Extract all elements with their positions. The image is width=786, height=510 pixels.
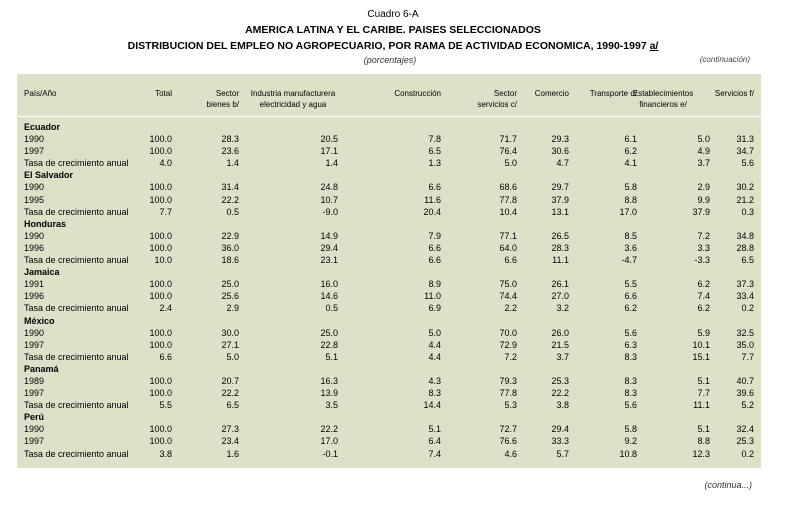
table-cell: 5.1 [697, 424, 710, 435]
table-cell: 37.3 [736, 279, 754, 290]
table-row [17, 327, 761, 339]
table-cell: 6.2 [624, 146, 637, 157]
column-header-line1: Servicios f/ [714, 89, 754, 98]
country-group-row [17, 266, 761, 278]
table-cell: 10.1 [692, 339, 710, 350]
table-row [17, 339, 761, 351]
row-label: 1997 [24, 146, 45, 157]
table-cell: 75.0 [499, 279, 517, 290]
table-row [17, 194, 761, 206]
table-cell: 23.1 [320, 255, 338, 266]
table-cell: 100.0 [149, 134, 172, 145]
table-cell: 5.0 [697, 134, 710, 145]
table-cell: 17.1 [320, 146, 338, 157]
table-cell: 18.6 [221, 255, 239, 266]
table-cell: 8.3 [624, 375, 637, 386]
table-row [17, 254, 761, 266]
country-name: Perú [24, 412, 45, 423]
table-cell: 15.1 [692, 351, 710, 362]
continuation-bottom: (continua...) [704, 480, 752, 490]
table-cell: 29.7 [551, 182, 569, 193]
table-cell: 77.8 [499, 194, 517, 205]
table-cell: 1.6 [226, 448, 239, 459]
table-cell: 27.3 [221, 424, 239, 435]
table-cell: 0.5 [325, 303, 338, 314]
table-row [17, 157, 761, 169]
table-cell: 9.2 [624, 436, 637, 447]
table-cell: 23.4 [221, 436, 239, 447]
table-cell: 34.8 [736, 230, 754, 241]
table-title-line1: AMERICA LATINA Y EL CARIBE. PAISES SELECCIONADOS [245, 24, 541, 36]
table-cell: 29.4 [320, 242, 338, 253]
units-label: (porcentajes) [363, 55, 417, 65]
table-row [17, 448, 761, 460]
column-header-line1: Sector [215, 89, 239, 98]
row-label: 1989 [24, 375, 45, 386]
column-header-line1: Establecimientos [632, 89, 694, 98]
table-row [17, 133, 761, 145]
table-cell: 100.0 [149, 388, 172, 399]
table-cell: 5.8 [624, 182, 637, 193]
column-header [24, 88, 56, 110]
row-label: Tasa de crecimiento anual [24, 206, 129, 217]
table-cell: 32.5 [736, 327, 754, 338]
table-cell: 11.1 [552, 255, 569, 266]
table-cell: 10.0 [154, 255, 172, 266]
table-cell: 37.9 [551, 194, 569, 205]
row-label: 1996 [24, 242, 45, 253]
table-number: Cuadro 6-A [367, 9, 419, 20]
table-cell: 30.6 [551, 146, 569, 157]
table-cell: 36.0 [221, 242, 239, 253]
row-label: Tasa de crecimiento anual [24, 158, 129, 169]
table-cell: 34.7 [736, 146, 754, 157]
table-cell: 30.2 [736, 182, 754, 193]
table-cell: 6.1 [624, 134, 637, 145]
table-cell: 26.1 [551, 279, 569, 290]
table-row [17, 387, 761, 399]
country-name: El Salvador [24, 170, 74, 181]
table-cell: 11.1 [693, 400, 710, 411]
column-header [477, 88, 517, 110]
table-cell: 3.8 [159, 448, 172, 459]
column-header-line2 [535, 99, 569, 110]
table-cell: 10.7 [320, 194, 338, 205]
table-cell: 5.0 [428, 327, 441, 338]
row-label: 1990 [24, 230, 45, 241]
column-header-line2: electricidad y agua [259, 100, 327, 109]
table-cell: 70.0 [499, 327, 517, 338]
table-row [17, 435, 761, 447]
table-cell: 6.6 [428, 182, 441, 193]
column-header-line1: Industria manufacturera [250, 89, 336, 98]
table-cell: 6.5 [428, 146, 441, 157]
table-row [17, 230, 761, 242]
table-cell: 7.7 [697, 388, 710, 399]
table-cell: 27.1 [221, 339, 239, 350]
table-cell: 71.7 [499, 134, 517, 145]
column-header [715, 88, 754, 110]
table-cell: 76.6 [499, 436, 517, 447]
table-cell: 100.0 [149, 182, 172, 193]
table-cell: 9.9 [697, 194, 710, 205]
column-header-line2 [394, 99, 441, 110]
table-row [17, 351, 761, 363]
table-cell: 6.3 [624, 339, 637, 350]
table-cell: 5.0 [504, 158, 517, 169]
table-cell: 6.6 [159, 351, 172, 362]
table-cell: 100.0 [149, 424, 172, 435]
table-cell: 77.8 [499, 388, 517, 399]
country-group-row [17, 121, 761, 133]
table-cell: 100.0 [149, 339, 172, 350]
table-cell: 33.4 [736, 291, 754, 302]
table-row [17, 423, 761, 435]
column-header-line2 [24, 99, 56, 110]
table-cell: 100.0 [149, 327, 172, 338]
table-cell: 7.8 [428, 134, 441, 145]
table-cell: 0.5 [226, 206, 239, 217]
table-cell: 8.8 [624, 194, 637, 205]
table-cell: 39.6 [736, 388, 754, 399]
column-header-line2: bienes b/ [206, 100, 239, 109]
table-cell: 0.3 [741, 206, 754, 217]
table-cell: 5.1 [325, 351, 338, 362]
table-cell: 7.7 [741, 351, 754, 362]
table-title-text: DISTRIBUCION DEL EMPLEO NO AGROPECUARIO, POR RAMA DE ACTIVIDAD ECONOMICA, 1990-1997 [127, 40, 647, 52]
table-cell: 20.5 [320, 134, 338, 145]
table-cell: 72.7 [499, 424, 517, 435]
table-row [17, 181, 761, 193]
table-cell: 6.2 [697, 303, 710, 314]
table-cell: 5.8 [624, 424, 637, 435]
table-cell: 5.3 [504, 400, 517, 411]
country-group-row [17, 363, 761, 375]
table-cell: 22.2 [551, 388, 569, 399]
table-cell: 14.9 [320, 230, 338, 241]
country-name: Jamaica [24, 267, 60, 278]
table-cell: 3.2 [556, 303, 569, 314]
table-cell: 5.1 [697, 375, 710, 386]
table-cell: 0.2 [741, 448, 754, 459]
table-cell: 1.4 [226, 158, 239, 169]
table-body [17, 121, 761, 460]
table-cell: 7.2 [697, 230, 710, 241]
table-cell: 4.1 [624, 158, 637, 169]
table-cell: 3.6 [624, 242, 637, 253]
table-cell: 22.2 [221, 194, 239, 205]
table-cell: 5.2 [741, 400, 754, 411]
column-header-line1: País/Año [24, 89, 57, 98]
row-label: Tasa de crecimiento anual [24, 255, 129, 266]
table-row [17, 206, 761, 218]
table-cell: 100.0 [149, 194, 172, 205]
table-cell: 32.4 [736, 424, 754, 435]
column-header [535, 88, 569, 110]
table-cell: 6.2 [624, 303, 637, 314]
table-cell: 6.6 [624, 291, 637, 302]
table-cell: 2.2 [504, 303, 517, 314]
row-label: 1990 [24, 424, 45, 435]
table-cell: 100.0 [149, 375, 172, 386]
country-group-row [17, 218, 761, 230]
table-cell: 6.5 [741, 255, 754, 266]
column-header [155, 88, 172, 110]
row-label: 1997 [24, 339, 45, 350]
table-cell: 6.4 [428, 436, 441, 447]
table-cell: 4.7 [556, 158, 569, 169]
table-cell: 21.2 [736, 194, 754, 205]
table-cell: 100.0 [149, 436, 172, 447]
header-rule [17, 116, 761, 117]
table-cell: 31.4 [221, 182, 239, 193]
column-header-line1: Construcción [394, 89, 441, 98]
row-label: 1990 [24, 327, 45, 338]
table-row [17, 290, 761, 302]
row-label: 1996 [24, 291, 45, 302]
row-label: 1991 [24, 279, 45, 290]
table-cell: 5.5 [624, 279, 637, 290]
table-cell: 22.9 [221, 230, 239, 241]
column-header-line2 [715, 99, 754, 110]
row-label: Tasa de crecimiento anual [24, 400, 129, 411]
table-cell: 6.6 [504, 255, 517, 266]
table-cell: 8.3 [624, 388, 637, 399]
table-cell: 20.4 [423, 206, 441, 217]
table-cell: 5.0 [226, 351, 239, 362]
table-cell: 6.9 [428, 303, 441, 314]
country-name: México [24, 315, 55, 326]
column-header-line2 [155, 99, 172, 110]
table-row [17, 375, 761, 387]
title-footnote-link[interactable]: a/ [649, 40, 659, 52]
country-group-row [17, 315, 761, 327]
data-table [17, 74, 761, 468]
column-header [394, 88, 441, 110]
column-header-line2: financieros e/ [639, 100, 687, 109]
table-cell: 2.9 [226, 303, 239, 314]
table-cell: 2.4 [159, 303, 172, 314]
table-cell: 5.7 [556, 448, 569, 459]
table-cell: 40.7 [736, 375, 754, 386]
table-cell: 14.4 [423, 400, 441, 411]
table-cell: 3.3 [697, 242, 710, 253]
table-cell: 68.6 [499, 182, 517, 193]
table-cell: 76.4 [499, 146, 517, 157]
table-cell: 1.3 [428, 158, 441, 169]
table-cell: 5.6 [624, 327, 637, 338]
table-cell: 16.3 [320, 375, 338, 386]
table-cell: 25.0 [221, 279, 239, 290]
table-cell: 17.0 [619, 206, 637, 217]
table-cell: 25.3 [551, 375, 569, 386]
table-cell: 72.9 [499, 339, 517, 350]
table-cell: 5.6 [741, 158, 754, 169]
table-cell: 11.0 [424, 291, 441, 302]
table-cell: 23.6 [221, 146, 239, 157]
table-cell: 100.0 [149, 291, 172, 302]
table-cell: 37.9 [692, 206, 710, 217]
country-group-row [17, 169, 761, 181]
table-cell: 35.0 [736, 339, 754, 350]
table-row [17, 145, 761, 157]
table-cell: 14.6 [320, 291, 338, 302]
table-cell: 24.8 [320, 182, 338, 193]
table-cell: 31.3 [736, 134, 754, 145]
table-cell: 7.2 [504, 351, 517, 362]
table-cell: 33.3 [551, 436, 569, 447]
table-cell: 25.6 [221, 291, 239, 302]
table-cell: 5.5 [159, 400, 172, 411]
table-cell: 4.9 [697, 146, 710, 157]
table-cell: 8.5 [624, 230, 637, 241]
table-cell: 77.1 [499, 230, 517, 241]
table-cell: 8.9 [428, 279, 441, 290]
table-cell: 26.0 [551, 327, 569, 338]
country-group-row [17, 411, 761, 423]
table-cell: 5.6 [624, 400, 637, 411]
table-cell: 7.4 [697, 291, 710, 302]
row-label: Tasa de crecimiento anual [24, 448, 129, 459]
column-header-line1: Transporte d/ [589, 89, 637, 98]
table-cell: 64.0 [499, 242, 517, 253]
table-cell: 21.5 [551, 339, 569, 350]
table-cell: 3.8 [556, 400, 569, 411]
table-cell: 28.3 [551, 242, 569, 253]
column-header [223, 88, 363, 110]
table-cell: 6.5 [226, 400, 239, 411]
table-cell: 3.7 [697, 158, 710, 169]
row-label: 1990 [24, 134, 45, 145]
table-cell: 100.0 [149, 230, 172, 241]
country-name: Ecuador [24, 122, 61, 132]
table-cell: 6.6 [428, 255, 441, 266]
column-header-line1: Comercio [534, 89, 569, 98]
table-cell: 4.3 [428, 375, 441, 386]
table-cell: 13.1 [551, 206, 569, 217]
row-label: 1997 [24, 436, 45, 447]
table-cell: 11.6 [424, 194, 441, 205]
table-title-line2 [0, 40, 786, 52]
table-cell: 3.7 [556, 351, 569, 362]
table-cell: 30.0 [221, 327, 239, 338]
table-cell: -4.7 [621, 255, 637, 266]
table-cell: 25.0 [320, 327, 338, 338]
row-label: Tasa de crecimiento anual [24, 351, 129, 362]
table-cell: 100.0 [149, 279, 172, 290]
table-cell: 25.3 [736, 436, 754, 447]
table-cell: 7.4 [428, 448, 441, 459]
row-label: 1997 [24, 388, 45, 399]
table-cell: 79.3 [499, 375, 517, 386]
table-cell: 22.8 [320, 339, 338, 350]
table-cell: 5.1 [428, 424, 441, 435]
table-cell: 6.6 [428, 242, 441, 253]
table-cell: 26.5 [551, 230, 569, 241]
table-cell: -9.0 [322, 206, 338, 217]
table-cell: 12.3 [692, 448, 710, 459]
table-cell: -0.1 [322, 448, 338, 459]
table-cell: 6.2 [697, 279, 710, 290]
table-cell: 20.7 [221, 375, 239, 386]
table-cell: 8.3 [624, 351, 637, 362]
table-cell: 2.9 [697, 182, 710, 193]
table-cell: 16.0 [320, 279, 338, 290]
table-cell: 17.0 [320, 436, 338, 447]
table-cell: 100.0 [149, 146, 172, 157]
table-cell: 27.0 [551, 291, 569, 302]
continuation-top: (continuación) [699, 55, 750, 64]
table-cell: 22.2 [221, 388, 239, 399]
column-header [593, 88, 733, 110]
table-row [17, 278, 761, 290]
country-name: Panamá [24, 363, 59, 374]
table-cell: 8.8 [697, 436, 710, 447]
table-cell: 7.7 [159, 206, 172, 217]
table-cell: 22.2 [320, 424, 338, 435]
table-cell: 3.5 [325, 400, 338, 411]
column-header-line2: servicios c/ [477, 100, 517, 109]
table-cell: 13.9 [320, 388, 338, 399]
column-header-line1: Sector [493, 89, 517, 98]
table-row [17, 242, 761, 254]
column-header-line1: Total [155, 89, 172, 98]
table-cell: 4.4 [428, 339, 441, 350]
table-cell: 7.9 [428, 230, 441, 241]
table-cell: 0.2 [741, 303, 754, 314]
table-cell: 74.4 [499, 291, 517, 302]
table-cell: 29.4 [551, 424, 569, 435]
country-name: Honduras [24, 218, 67, 229]
table-cell: 10.8 [619, 448, 637, 459]
row-label: 1995 [24, 194, 45, 205]
row-label: 1990 [24, 182, 45, 193]
row-label: Tasa de crecimiento anual [24, 303, 129, 314]
table-cell: 5.9 [697, 327, 710, 338]
table-cell: 100.0 [149, 242, 172, 253]
table-cell: 4.4 [428, 351, 441, 362]
table-cell: 1.4 [325, 158, 338, 169]
table-cell: 4.6 [504, 448, 517, 459]
table-cell: 29.3 [551, 134, 569, 145]
table-row [17, 302, 761, 314]
table-cell: 8.3 [428, 388, 441, 399]
table-row [17, 399, 761, 411]
table-cell: 28.8 [736, 242, 754, 253]
table-cell: 28.3 [221, 134, 239, 145]
table-cell: -3.3 [694, 255, 710, 266]
table-cell: 10.4 [499, 206, 517, 217]
table-cell: 4.0 [159, 158, 172, 169]
